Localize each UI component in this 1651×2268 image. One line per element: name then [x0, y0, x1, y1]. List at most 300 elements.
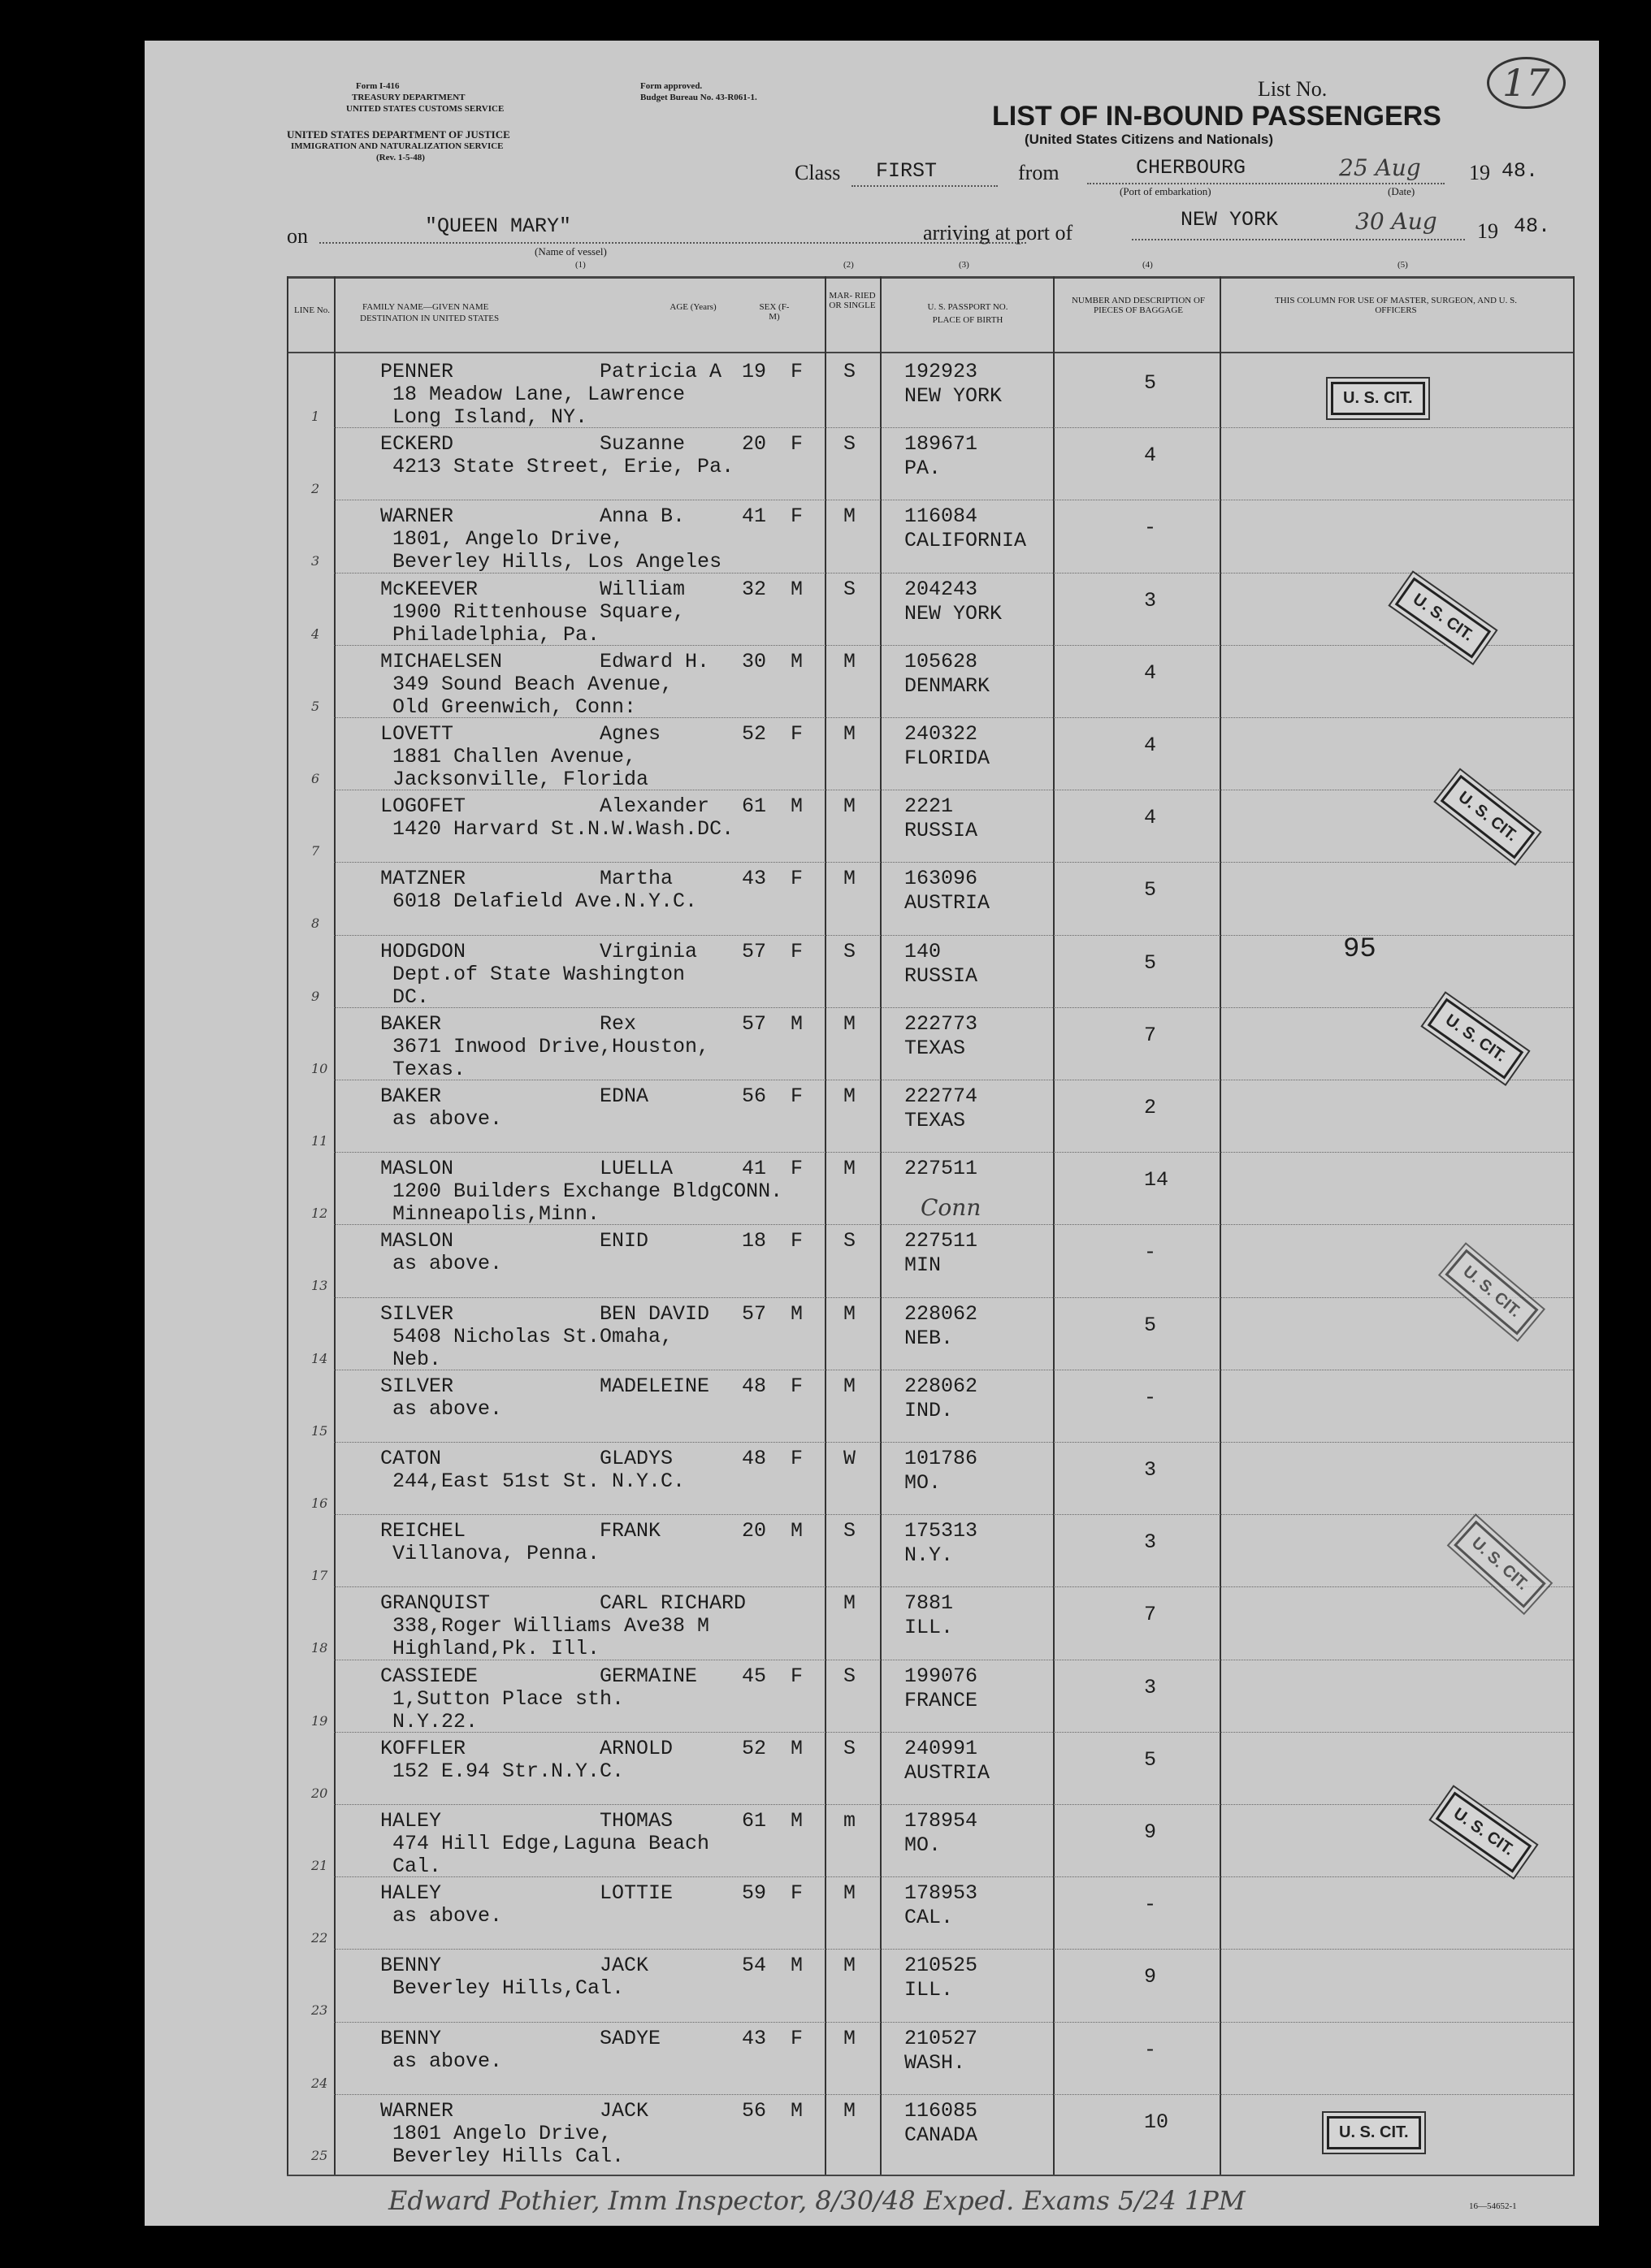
line-number: 15 — [311, 1422, 328, 1439]
address-line-1: 18 Meadow Lane, Lawrence — [392, 383, 686, 406]
header-passport: U. S. PASSPORT NO. — [927, 302, 1008, 312]
sex: M — [791, 2098, 804, 2123]
marital-status: M — [843, 1591, 856, 1616]
sex: M — [791, 794, 804, 819]
family-name: MATZNER — [380, 867, 466, 891]
col-num-1: (1) — [575, 260, 586, 270]
us-cit-stamp: U. S. CIT. — [1428, 998, 1523, 1080]
col-num-3: (3) — [959, 260, 969, 270]
passport-number: 199076 — [904, 1664, 978, 1688]
given-name: THOMAS — [600, 1809, 674, 1833]
family-name: WARNER — [380, 2098, 454, 2123]
address-line-1: 244,East 51st St. N.Y.C. — [392, 1469, 686, 1493]
sex: M — [791, 1011, 804, 1036]
family-name: SILVER — [380, 1301, 454, 1326]
line-number: 9 — [311, 988, 320, 1004]
address-line-1: as above. — [392, 1252, 503, 1276]
list-no-label: List No. — [1258, 77, 1328, 101]
passport-number: 192923 — [904, 360, 978, 383]
age: 45 — [742, 1664, 767, 1688]
arrival-date: 30 Aug — [1355, 208, 1437, 235]
marital-status: M — [843, 1157, 856, 1181]
family-name: LOVETT — [380, 722, 454, 746]
row-divider — [334, 1442, 1573, 1443]
line-number: 23 — [311, 2002, 328, 2019]
given-name: William — [600, 577, 686, 601]
sex: M — [791, 1954, 804, 1978]
baggage-count: 5 — [1144, 878, 1157, 902]
place-of-birth: TEXAS — [904, 1036, 966, 1060]
address-line-2: Minneapolis,Minn. — [392, 1202, 600, 1227]
passport-number: 178954 — [904, 1809, 978, 1833]
row-divider — [334, 1007, 1573, 1009]
arrival-port: NEW YORK — [1181, 208, 1279, 232]
given-name: Edward H. — [600, 649, 710, 673]
given-name: LUELLA — [600, 1157, 674, 1181]
marital-status: M — [843, 1301, 856, 1326]
age: 30 — [742, 649, 767, 673]
baggage-count: 7 — [1144, 1023, 1157, 1047]
marital-status: S — [843, 1229, 856, 1253]
baggage-count: 4 — [1144, 660, 1157, 685]
from-year: 48. — [1502, 159, 1539, 183]
given-name: ARNOLD — [600, 1736, 674, 1760]
page-subtitle: (United States Citizens and Nationals) — [1025, 132, 1274, 147]
line-number: 6 — [311, 771, 320, 786]
family-name: MASLON — [380, 1229, 454, 1253]
baggage-count: 4 — [1144, 806, 1157, 830]
list-no-value: 17 — [1487, 57, 1566, 109]
sex: F — [791, 1881, 804, 1906]
passport-number: 7881 — [904, 1591, 954, 1616]
place-of-birth: RUSSIA — [904, 819, 978, 843]
age: 41 — [742, 504, 767, 529]
given-name: SADYE — [600, 2026, 661, 2050]
address-line-1: 1420 Harvard St.N.W.Wash.DC. — [392, 817, 734, 842]
marital-status: S — [843, 577, 856, 601]
place-of-birth: TEXAS — [904, 1109, 966, 1132]
address-line-1: 338,Roger Williams Ave38 M — [392, 1614, 710, 1638]
embark-caption: (Port of embarkation) — [1120, 185, 1211, 197]
line-number: 12 — [311, 1205, 328, 1222]
age: 20 — [742, 432, 767, 457]
sex: M — [791, 1809, 804, 1833]
sex: M — [791, 1736, 804, 1760]
address-line-2: Philadelphia, Pa. — [392, 622, 600, 647]
line-number: 10 — [311, 1060, 328, 1076]
baggage-count: 5 — [1144, 1747, 1157, 1772]
row-divider — [334, 2022, 1573, 2023]
baggage-count: - — [1144, 516, 1157, 540]
vessel-caption: (Name of vessel) — [535, 245, 607, 258]
baggage-count: 5 — [1144, 950, 1157, 975]
line-number: 24 — [311, 2075, 328, 2091]
sex: M — [791, 649, 804, 673]
sex: F — [791, 1157, 804, 1181]
place-of-birth: AUSTRIA — [904, 891, 990, 915]
marital-status: S — [843, 432, 856, 457]
address-line-2: Beverley Hills Cal. — [392, 2144, 625, 2168]
header-sex: SEX (F-M) — [759, 302, 790, 322]
us-cit-stamp: U. S. CIT. — [1395, 578, 1491, 659]
age: 48 — [742, 1374, 767, 1398]
given-name: Rex — [600, 1011, 637, 1036]
line-number: 7 — [311, 843, 320, 859]
age: 57 — [742, 1301, 767, 1326]
budget-bureau: Budget Bureau No. 43-R061-1. — [640, 93, 757, 102]
passport-number: 210525 — [904, 1954, 978, 1978]
baggage-count: 7 — [1144, 1603, 1157, 1627]
marital-status: M — [843, 649, 856, 673]
passport-number: 105628 — [904, 649, 978, 673]
row-divider — [334, 862, 1573, 863]
given-name: CARL RICHARD — [600, 1591, 747, 1616]
age: 52 — [742, 1736, 767, 1760]
passport-number: 163096 — [904, 867, 978, 891]
us-cit-stamp: U. S. CIT. — [1454, 1521, 1545, 1608]
address-line-1: 6018 Delafield Ave.N.Y.C. — [392, 889, 698, 914]
page-title: LIST OF IN-BOUND PASSENGERS — [992, 101, 1441, 132]
address-line-1: as above. — [392, 1904, 503, 1928]
given-name: EDNA — [600, 1084, 649, 1108]
address-line-2: Texas. — [392, 1057, 466, 1081]
age: 20 — [742, 1519, 767, 1543]
sex: F — [791, 360, 804, 383]
age: 43 — [742, 2026, 767, 2050]
header-married: MAR- RIED OR SINGLE — [829, 291, 876, 310]
doj-title: UNITED STATES DEPARTMENT OF JUSTICE — [287, 128, 510, 141]
col-num-5: (5) — [1398, 260, 1408, 270]
conn-note: Conn — [921, 1194, 982, 1221]
row-divider — [334, 427, 1573, 429]
place-of-birth: PA. — [904, 457, 942, 481]
marital-status: M — [843, 867, 856, 891]
given-name: Anna B. — [600, 504, 686, 529]
address-line-2: Cal. — [392, 1855, 442, 1878]
line-number: 25 — [311, 2147, 328, 2163]
given-name: ENID — [600, 1229, 649, 1253]
row-divider — [334, 1804, 1573, 1806]
address-line-2: Beverley Hills, Los Angeles — [392, 550, 722, 574]
line-number: 18 — [311, 1640, 328, 1656]
row-divider — [334, 935, 1573, 937]
age: 18 — [742, 1229, 767, 1253]
marital-status: M — [843, 2026, 856, 2050]
place-of-birth: FLORIDA — [904, 747, 990, 770]
place-of-birth: ILL. — [904, 1616, 954, 1640]
address-line-2: Highland,Pk. Ill. — [392, 1637, 600, 1661]
line-number: 21 — [311, 1858, 328, 1873]
baggage-count: 9 — [1144, 1965, 1157, 1989]
marital-status: m — [843, 1809, 856, 1833]
from-label: from — [1018, 161, 1060, 184]
marital-status: M — [843, 1374, 856, 1398]
vessel-name: "QUEEN MARY" — [425, 214, 572, 238]
place-of-birth: CANADA — [904, 2123, 978, 2147]
address-line-2: DC. — [392, 985, 430, 1009]
given-name: FRANK — [600, 1519, 661, 1543]
baggage-count: 4 — [1144, 734, 1157, 757]
header-officers: THIS COLUMN FOR USE OF MASTER, SURGEON, AND U. S. OFFICERS — [1275, 296, 1517, 315]
sex: F — [791, 722, 804, 746]
passport-number: 101786 — [904, 1447, 978, 1470]
line-number: 14 — [311, 1350, 328, 1366]
marital-status: W — [843, 1447, 856, 1470]
place-of-birth: RUSSIA — [904, 963, 978, 988]
header-birth: PLACE OF BIRTH — [932, 315, 1003, 325]
family-name: BENNY — [380, 1954, 442, 1978]
row-divider — [334, 1660, 1573, 1661]
place-of-birth: CAL. — [904, 1906, 954, 1930]
row-divider — [334, 1370, 1573, 1371]
baggage-count: 10 — [1144, 2110, 1169, 2134]
age: 61 — [742, 794, 767, 819]
address-line-1: Beverley Hills,Cal. — [392, 1976, 625, 2001]
us-cit-stamp: U. S. CIT. — [1436, 1792, 1532, 1873]
marital-status: S — [843, 360, 856, 383]
marital-status: M — [843, 1881, 856, 1906]
age: 56 — [742, 2098, 767, 2123]
line-number: 20 — [311, 1785, 328, 1801]
line-number: 16 — [311, 1495, 328, 1511]
sex: F — [791, 867, 804, 891]
family-name: HODGDON — [380, 939, 466, 963]
row-divider — [334, 645, 1573, 647]
baggage-count: 5 — [1144, 1313, 1157, 1337]
place-of-birth: ILL. — [904, 1978, 954, 2002]
passport-number: 227511 — [904, 1157, 978, 1181]
family-name: ECKERD — [380, 432, 454, 457]
baggage-count: 3 — [1144, 1458, 1157, 1482]
age: 57 — [742, 1011, 767, 1036]
baggage-count: - — [1144, 1385, 1157, 1409]
given-name: Agnes — [600, 722, 661, 746]
address-line-2: Long Island, NY. — [392, 405, 588, 429]
place-of-birth: N.Y. — [904, 1543, 954, 1568]
family-name: BENNY — [380, 2026, 442, 2050]
row-divider — [334, 1152, 1573, 1153]
passport-number: 240322 — [904, 722, 978, 746]
customs-service: UNITED STATES CUSTOMS SERVICE — [346, 104, 505, 114]
given-name: GERMAINE — [600, 1664, 698, 1688]
line-number: 11 — [311, 1133, 328, 1149]
place-of-birth: CALIFORNIA — [904, 529, 1027, 553]
family-name: WARNER — [380, 504, 454, 529]
marital-status: M — [843, 2098, 856, 2123]
family-name: BAKER — [380, 1084, 442, 1108]
sex: F — [791, 1374, 804, 1398]
address-line-1: 5408 Nicholas St.Omaha, — [392, 1324, 674, 1348]
age: 61 — [742, 1809, 767, 1833]
place-of-birth: NEB. — [904, 1326, 954, 1350]
row-divider — [334, 500, 1573, 501]
age: 41 — [742, 1157, 767, 1181]
form-number: Form I-416 — [356, 81, 400, 91]
passport-number: 222774 — [904, 1084, 978, 1108]
sex: F — [791, 504, 804, 529]
passport-number: 222773 — [904, 1011, 978, 1036]
family-name: PENNER — [380, 360, 454, 383]
sex: F — [791, 2026, 804, 2050]
passport-number: 116084 — [904, 504, 978, 529]
marital-status: M — [843, 794, 856, 819]
passport-number: 240991 — [904, 1736, 978, 1760]
family-name: HALEY — [380, 1809, 442, 1833]
header-destination: DESTINATION IN UNITED STATES — [360, 314, 500, 323]
passport-number: 228062 — [904, 1301, 978, 1326]
baggage-count: 4 — [1144, 444, 1157, 468]
address-line-1: as above. — [392, 1107, 503, 1131]
address-line-2: Neb. — [392, 1347, 442, 1371]
address-line-1: 1,Sutton Place sth. — [392, 1686, 625, 1711]
line-number: 13 — [311, 1278, 328, 1294]
marital-status: M — [843, 722, 856, 746]
marital-status: S — [843, 1664, 856, 1688]
place-of-birth: WASH. — [904, 2050, 966, 2075]
line-number: 2 — [311, 481, 320, 497]
row-divider — [334, 1080, 1573, 1081]
row-divider — [334, 717, 1573, 719]
address-line-1: Villanova, Penna. — [392, 1542, 600, 1566]
given-name: Patricia A — [600, 360, 722, 383]
given-name: JACK — [600, 1954, 649, 1978]
line-number: 8 — [311, 915, 320, 932]
baggage-count: 5 — [1144, 371, 1157, 395]
marital-status: M — [843, 1084, 856, 1108]
age: 59 — [742, 1881, 767, 1906]
on-label: on — [287, 224, 308, 248]
header-baggage: NUMBER AND DESCRIPTION OF PIECES OF BAGGAGE — [1071, 296, 1206, 315]
officer-number: 95 — [1343, 934, 1376, 965]
class-label: Class — [795, 161, 841, 184]
address-line-1: 1900 Rittenhouse Square, — [392, 599, 686, 624]
baggage-count: 2 — [1144, 1096, 1157, 1119]
baggage-count: - — [1144, 1893, 1157, 1917]
address-line-2: N.Y.22. — [392, 1709, 479, 1733]
family-name: CATON — [380, 1447, 442, 1470]
header-line-no: LINE No. — [294, 305, 330, 315]
family-name: KOFFLER — [380, 1736, 466, 1760]
from-port: CHERBOURG — [1136, 156, 1246, 180]
line-number: 17 — [311, 1568, 328, 1584]
sex: M — [791, 1519, 804, 1543]
age: 52 — [742, 722, 767, 746]
sex: F — [791, 939, 804, 963]
age: 57 — [742, 939, 767, 963]
baggage-count: 3 — [1144, 588, 1157, 612]
age: 54 — [742, 1954, 767, 1978]
row-divider — [334, 2094, 1573, 2096]
marital-status: M — [843, 1011, 856, 1036]
place-of-birth: NEW YORK — [904, 601, 1003, 625]
given-name: LOTTIE — [600, 1881, 674, 1906]
passenger-list-page — [145, 41, 1599, 2226]
address-line-1: 1801 Angelo Drive, — [392, 2121, 613, 2145]
line-number: 3 — [311, 553, 320, 569]
us-cit-stamp: U. S. CIT. — [1445, 1249, 1538, 1335]
place-of-birth: DENMARK — [904, 673, 990, 698]
address-line-1: 349 Sound Beach Avenue, — [392, 672, 674, 696]
place-of-birth: IND. — [904, 1398, 954, 1422]
revision: (Rev. 1-5-48) — [376, 153, 425, 162]
ins-title: IMMIGRATION AND NATURALIZATION SERVICE — [291, 141, 504, 151]
row-divider — [334, 790, 1573, 791]
address-line-1: as above. — [392, 2049, 503, 2073]
sex: F — [791, 1664, 804, 1688]
passport-number: 204243 — [904, 577, 978, 601]
sex: F — [791, 1229, 804, 1253]
passport-number: 2221 — [904, 794, 954, 819]
line-number: 22 — [311, 1930, 328, 1946]
passport-number: 210527 — [904, 2026, 978, 2050]
passport-number: 227511 — [904, 1229, 978, 1253]
date-caption: (Date) — [1388, 185, 1415, 197]
treasury-dept: TREASURY DEPARTMENT — [352, 93, 466, 102]
family-name: REICHEL — [380, 1519, 466, 1543]
family-name: McKEEVER — [380, 577, 479, 601]
passport-number: 116085 — [904, 2098, 978, 2123]
line-number: 19 — [311, 1712, 328, 1729]
given-name: BEN DAVID — [600, 1301, 710, 1326]
passport-number: 175313 — [904, 1519, 978, 1543]
form-approved: Form approved. — [640, 81, 703, 91]
given-name: MADELEINE — [600, 1374, 710, 1398]
family-name: MICHAELSEN — [380, 649, 503, 673]
from-date: 25 Aug — [1339, 154, 1421, 181]
row-divider — [334, 573, 1573, 574]
sex: F — [791, 1084, 804, 1108]
header-name: FAMILY NAME—GIVEN NAME — [362, 302, 489, 312]
sex: M — [791, 1301, 804, 1326]
place-of-birth: FRANCE — [904, 1688, 978, 1712]
arrival-year: 48. — [1514, 214, 1551, 238]
col-num-4: (4) — [1142, 260, 1153, 270]
baggage-count: 14 — [1144, 1168, 1169, 1192]
row-divider — [334, 1297, 1573, 1299]
baggage-count: 3 — [1144, 1530, 1157, 1555]
sex: F — [791, 432, 804, 457]
place-of-birth: MIN — [904, 1253, 942, 1278]
us-cit-stamp: U. S. CIT. — [1441, 775, 1535, 859]
address-line-1: 1200 Builders Exchange BldgCONN. — [392, 1179, 783, 1204]
address-line-1: 3671 Inwood Drive,Houston, — [392, 1034, 710, 1058]
us-cit-stamp: U. S. CIT. — [1327, 2116, 1421, 2149]
row-divider — [334, 1949, 1573, 1950]
baggage-count: 3 — [1144, 1675, 1157, 1699]
line-number: 1 — [311, 409, 320, 424]
address-line-1: 152 E.94 Str.N.Y.C. — [392, 1759, 625, 1783]
us-cit-stamp: U. S. CIT. — [1331, 382, 1425, 415]
given-name: Martha — [600, 867, 674, 891]
given-name: Suzanne — [600, 432, 686, 457]
sex: F — [791, 1447, 804, 1470]
age: 43 — [742, 867, 767, 891]
sex: M — [791, 577, 804, 601]
baggage-count: - — [1144, 1240, 1157, 1265]
age: 32 — [742, 577, 767, 601]
place-of-birth: MO. — [904, 1471, 942, 1495]
place-of-birth: AUSTRIA — [904, 1760, 990, 1785]
address-line-1: as above. — [392, 1396, 503, 1421]
given-name: GLADYS — [600, 1447, 674, 1470]
given-name: JACK — [600, 2098, 649, 2123]
given-name: Virginia — [600, 939, 698, 963]
family-name: GRANQUIST — [380, 1591, 491, 1616]
baggage-count: - — [1144, 2037, 1157, 2062]
address-line-1: 1801, Angelo Drive, — [392, 527, 625, 552]
header-age: AGE (Years) — [670, 302, 717, 312]
year-prefix: 19 — [1469, 161, 1490, 184]
